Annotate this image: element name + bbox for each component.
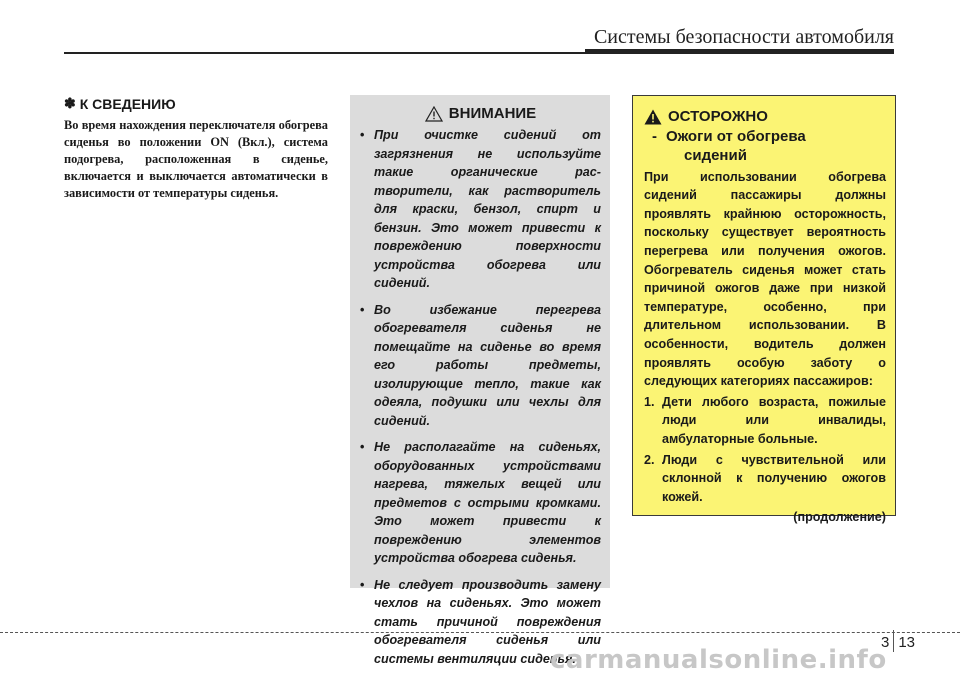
caution-subheading-line2: сидений (684, 146, 747, 164)
caution-list (644, 393, 886, 507)
header-rule-accent (585, 49, 894, 54)
caution-heading-text: ОСТОРОЖНО (668, 108, 768, 125)
attention-list (360, 126, 601, 668)
attention-heading-text: ВНИМАНИЕ (448, 105, 537, 122)
caution-list-number: 2. (644, 452, 655, 467)
info-body: Во время нахождения переключателя обогрева сиденья во положении ON (Вкл.), система подогрева, расположенная в сиденье, включается и выключается автоматически в зависимости от температуры сиденья. (64, 118, 328, 200)
info-heading-text: К СВЕДЕНИЮ (79, 95, 176, 112)
page-header-title: Системы безопасности автомобиля (593, 26, 894, 48)
caution-subheading-line1: Ожоги от обогрева (666, 127, 806, 145)
page-number-value: 13 (898, 634, 916, 651)
attention-item: • При очистке сидений от загрязнения не используйте такие органические рас-творители, как растворитель для краски, бензол, спирт и бензин. Это может привести к повреждению поверхности устройства обогрева или сидений. (360, 126, 601, 293)
caution-list-text: Люди с чувствительной или склонной к получению ожогов кожей. (662, 452, 886, 504)
attention-heading (360, 105, 601, 122)
attention-box (350, 95, 610, 666)
continued-label: (продолжение) (793, 510, 886, 525)
warning-triangle-outline-icon (425, 106, 443, 122)
caution-heading (644, 108, 886, 127)
page-number-separator (893, 630, 894, 652)
watermark: carmanualsonline.info (550, 645, 887, 675)
info-heading (64, 95, 328, 112)
chapter-number: 3 (881, 634, 890, 651)
star-icon: ✽ (64, 95, 76, 111)
caution-list-item (644, 393, 886, 449)
caution-subheading: - Ожоги от обогрева сидений (644, 127, 886, 165)
caution-list-text: Дети любого возраста, пожилые люди или инвалиды, амбулаторные больные. (662, 394, 886, 446)
caution-body: При использовании обогрева сидений пассажиры должны проявлять крайнюю осторожность, поскольку существует вероятность перегрева или получения ожогов. Обогреватель сиденья может стать причиной ожогов даже при низкой температуре, особенно, при длительном использовании. В особенности, водитель должен проявлять особую заботу о следующих категориях пассажиров: (644, 169, 886, 389)
attention-item: • Не располагайте на сиденьях, оборудованных устройствами нагрева, тяжелых вещей или предметов с острыми кромками. Это может привести к повреждению элементов устройства обогрева сиденья. (360, 438, 601, 568)
caution-box (632, 95, 896, 525)
attention-item: • Не следует производить замену чехлов на сиденьях. Это может стать причиной повреждения обогревателя сиденья или системы вентиляции сиденья. (360, 576, 601, 669)
info-section (64, 95, 328, 202)
warning-triangle-icon (644, 109, 662, 125)
caution-list-item (644, 451, 886, 507)
caution-list-number: 1. (644, 394, 655, 409)
attention-item: • Во избежание перегрева обогревателя сиденья не помещайте на сиденье во время его работы предметы, изолирующие тепло, такие как одеяла, подушки или чехлы для сидений. (360, 301, 601, 431)
footer-dashed-rule (0, 632, 960, 633)
